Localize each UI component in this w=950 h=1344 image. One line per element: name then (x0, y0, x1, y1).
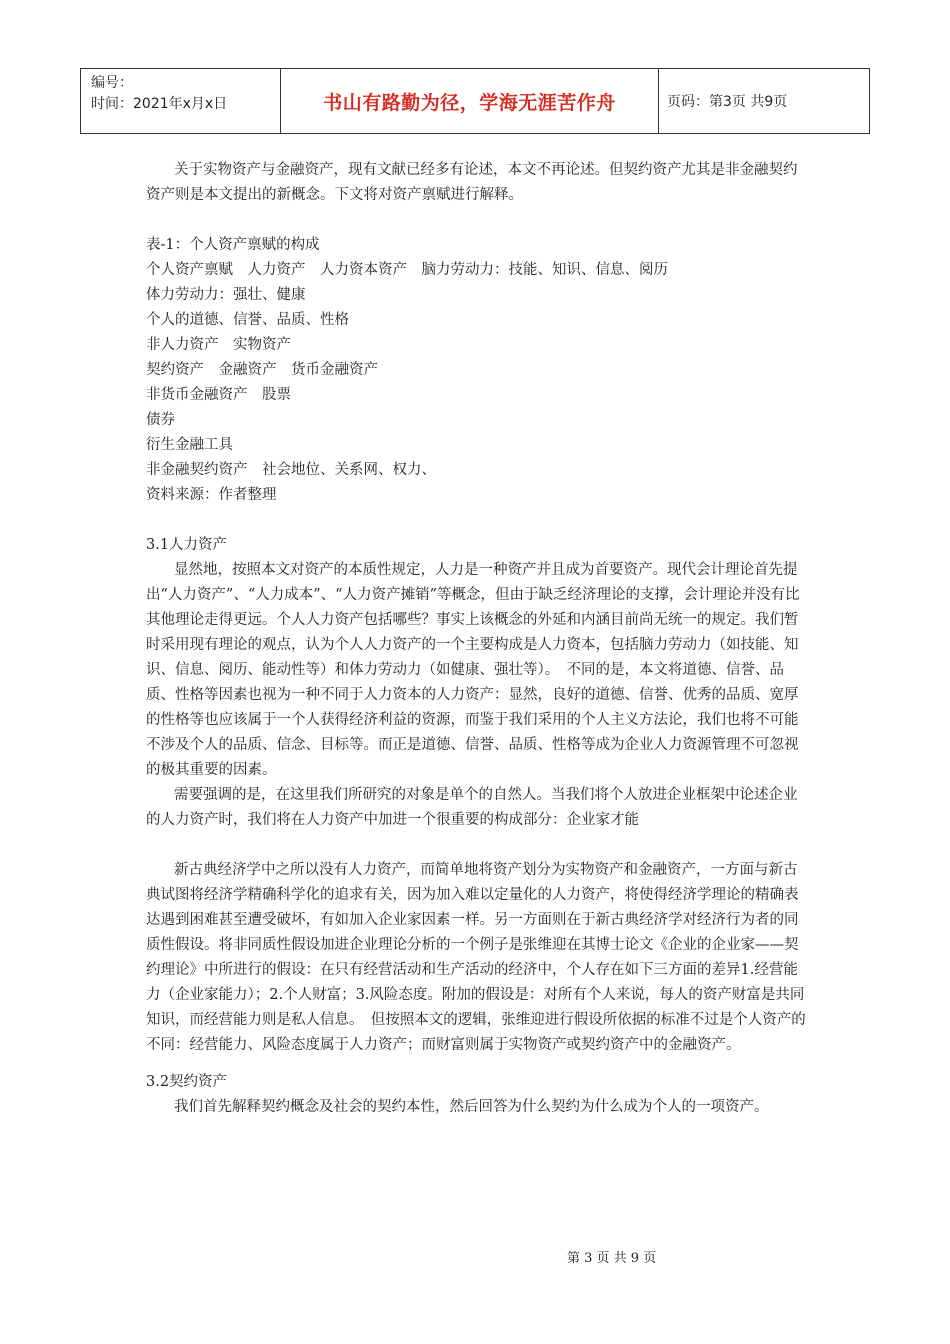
table-caption: 表-1：个人资产禀赋的构成 (146, 237, 320, 253)
header-motto: 书山有路勤为径，学海无涯苦作舟 (323, 91, 616, 114)
table-row: 非货币金融资产 股票 (146, 387, 291, 403)
table-row: 个人的道德、信誉、品质、性格 (146, 312, 349, 328)
section-3-2-heading: 3.2契约资产 (146, 1074, 228, 1090)
table-row: 非人力资产 实物资产 (146, 337, 291, 353)
table-row: 债券 (146, 412, 175, 428)
section-3-2-paragraph-1: 我们首先解释契约概念及社会的契约本性，然后回答为什么契约为什么成为个人的一项资产。 (174, 1099, 769, 1115)
header-motto-cell (281, 69, 659, 133)
table-row: 个人资产禀赋 人力资产 人力资本资产 脑力劳动力：技能、知识、信息、阅历 (146, 262, 668, 278)
page-header (80, 68, 870, 134)
document-body (146, 158, 811, 1120)
section-3-1-paragraph-2: 需要强调的是，在这里我们所研究的对象是单个的自然人。当我们将个人放进企业框架中论述企业的人力资产时，我们将在人力资产中加进一个很重要的构成部分：企业家才能 (146, 787, 798, 828)
header-page-info-cell (659, 69, 869, 133)
table-row: 非金融契约资产 社会地位、关系网、权力、 (146, 462, 436, 478)
table-source: 资料来源：作者整理 (146, 487, 277, 503)
intro-paragraph: 关于实物资产与金融资产，现有文献已经多有论述，本文不再论述。但契约资产尤其是非金融契约资产则是本文提出的新概念。下文将对资产禀赋进行解释。 (146, 162, 798, 203)
table-row: 衍生金融工具 (146, 437, 233, 453)
header-meta (81, 69, 281, 133)
header-page-info: 页码：第3页 共9页 (667, 94, 788, 110)
page-footer: 第 3 页 共 9 页 (567, 1251, 657, 1266)
table-row: 契约资产 金融资产 货币金融资产 (146, 362, 378, 378)
table-row: 体力劳动力：强壮、健康 (146, 287, 306, 303)
document-time-label: 时间：2021年x月x日 (91, 96, 228, 112)
section-3-1-heading: 3.1人力资产 (146, 537, 228, 553)
section-3-1-paragraph-1: 显然地，按照本文对资产的本质性规定，人力是一种资产并且成为首要资产。现代会计理论首先提出“人力资产”、“人力成本”、“人力资产摊销”等概念，但由于缺乏经济理论的支撑，会计理论并没有比其他理论走得更远。个人人力资产包括哪些？事实上该概念的外延和内涵目前尚无统一的规定。我们暂时采用现有理论的观点，认为个人人力资产的一个主要构成是人力资本，包括脑力劳动力（如技能、知识、信息、阅历、能动性等）和体力劳动力（如健康、强壮等）。 不同的是，本文将道德、信誉、品质、性格等因素也视为一种不同于人力资本的人力资产：显然，良好的道德、信誉、优秀的品质、宽厚的性格等也应该属于一个人获得经济利益的资源，而鉴于我们采用的个人主义方法论，我们也将不可能不涉及个人的品质、信念、目标等。而正是道德、信誉、品质、性格等成为企业人力资源管理不可忽视的极其重要的因素。 (146, 562, 800, 778)
asset-endowment-table (146, 233, 811, 508)
document-number-label: 编号： (91, 75, 133, 91)
section-3-1-paragraph-3: 新古典经济学中之所以没有人力资产，而简单地将资产划分为实物资产和金融资产，一方面与新古典试图将经济学精确科学化的追求有关，因为加入难以定量化的人力资产，将使得经济学理论的精确表达遇到困难甚至遭受破坏，有如加入企业家因素一样。另一方面则在于新古典经济学对经济行为者的同质性假设。将非同质性假设加进企业理论分析的一个例子是张维迎在其博士论文《企业的企业家——契约理论》中所进行的假设：在只有经营活动和生产活动的经济中，个人存在如下三方面的差异1.经营能力（企业家能力）；2.个人财富；3.风险态度。附加的假设是：对所有个人来说，每人的资产财富是共同知识，而经营能力则是私人信息。 但按照本文的逻辑，张维迎进行假设所依据的标准不过是个人资产的不同：经营能力、风险态度属于人力资产；而财富则属于实物资产或契约资产中的金融资产。 (146, 862, 806, 1053)
